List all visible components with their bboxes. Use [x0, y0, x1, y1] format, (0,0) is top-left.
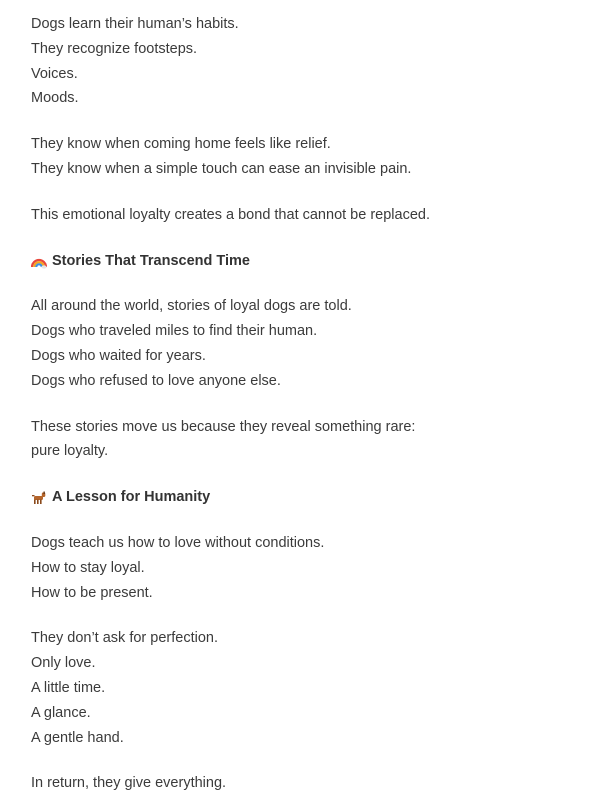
heading-text: A Lesson for Humanity — [52, 489, 211, 506]
text-line: In return, they give everything. — [31, 775, 227, 792]
text-line: This emotional loyalty creates a bond that cannot be replaced. — [31, 206, 430, 223]
text-line: They don’t ask for perfection. — [31, 630, 218, 647]
text-line: Dogs who traveled miles to find their human. — [31, 323, 318, 340]
text-line: They know when coming home feels like relief. — [31, 136, 331, 153]
paragraph — [31, 626, 603, 750]
text-line: Dogs who refused to love anyone else. — [31, 372, 281, 389]
text-line: A little time. — [31, 679, 106, 696]
text-line: Moods. — [31, 90, 79, 107]
section-heading — [31, 249, 603, 274]
heading-text: Stories That Transcend Time — [52, 252, 250, 269]
text-line: Dogs who waited for years. — [31, 347, 206, 364]
text-line: Dogs learn their human’s habits. — [31, 16, 239, 32]
text-line: pure loyalty. — [31, 443, 109, 460]
text-line: They recognize footsteps. — [31, 40, 198, 57]
paragraph — [31, 415, 603, 465]
text-line: These stories move us because they reveal something rare: — [31, 418, 416, 435]
text-line: Voices. — [31, 65, 78, 82]
text-line: All around the world, stories of loyal dogs are told. — [31, 298, 352, 315]
text-line: How to stay loyal. — [31, 559, 145, 576]
paragraph — [31, 531, 603, 605]
text-line: A glance. — [31, 704, 91, 721]
paragraph — [31, 12, 603, 111]
dog-icon — [31, 490, 47, 506]
section-heading — [31, 485, 603, 510]
text-line: They know when a simple touch can ease an invisible pain. — [31, 160, 412, 177]
text-line: How to be present. — [31, 584, 153, 601]
paragraph — [31, 294, 603, 393]
text-line: Dogs teach us how to love without conditions. — [31, 534, 325, 551]
text-line: A gentle hand. — [31, 729, 124, 746]
paragraph — [31, 771, 603, 796]
paragraph — [31, 132, 603, 182]
paragraph — [31, 203, 603, 228]
text-line: Only love. — [31, 655, 96, 672]
rainbow-icon — [31, 253, 47, 269]
